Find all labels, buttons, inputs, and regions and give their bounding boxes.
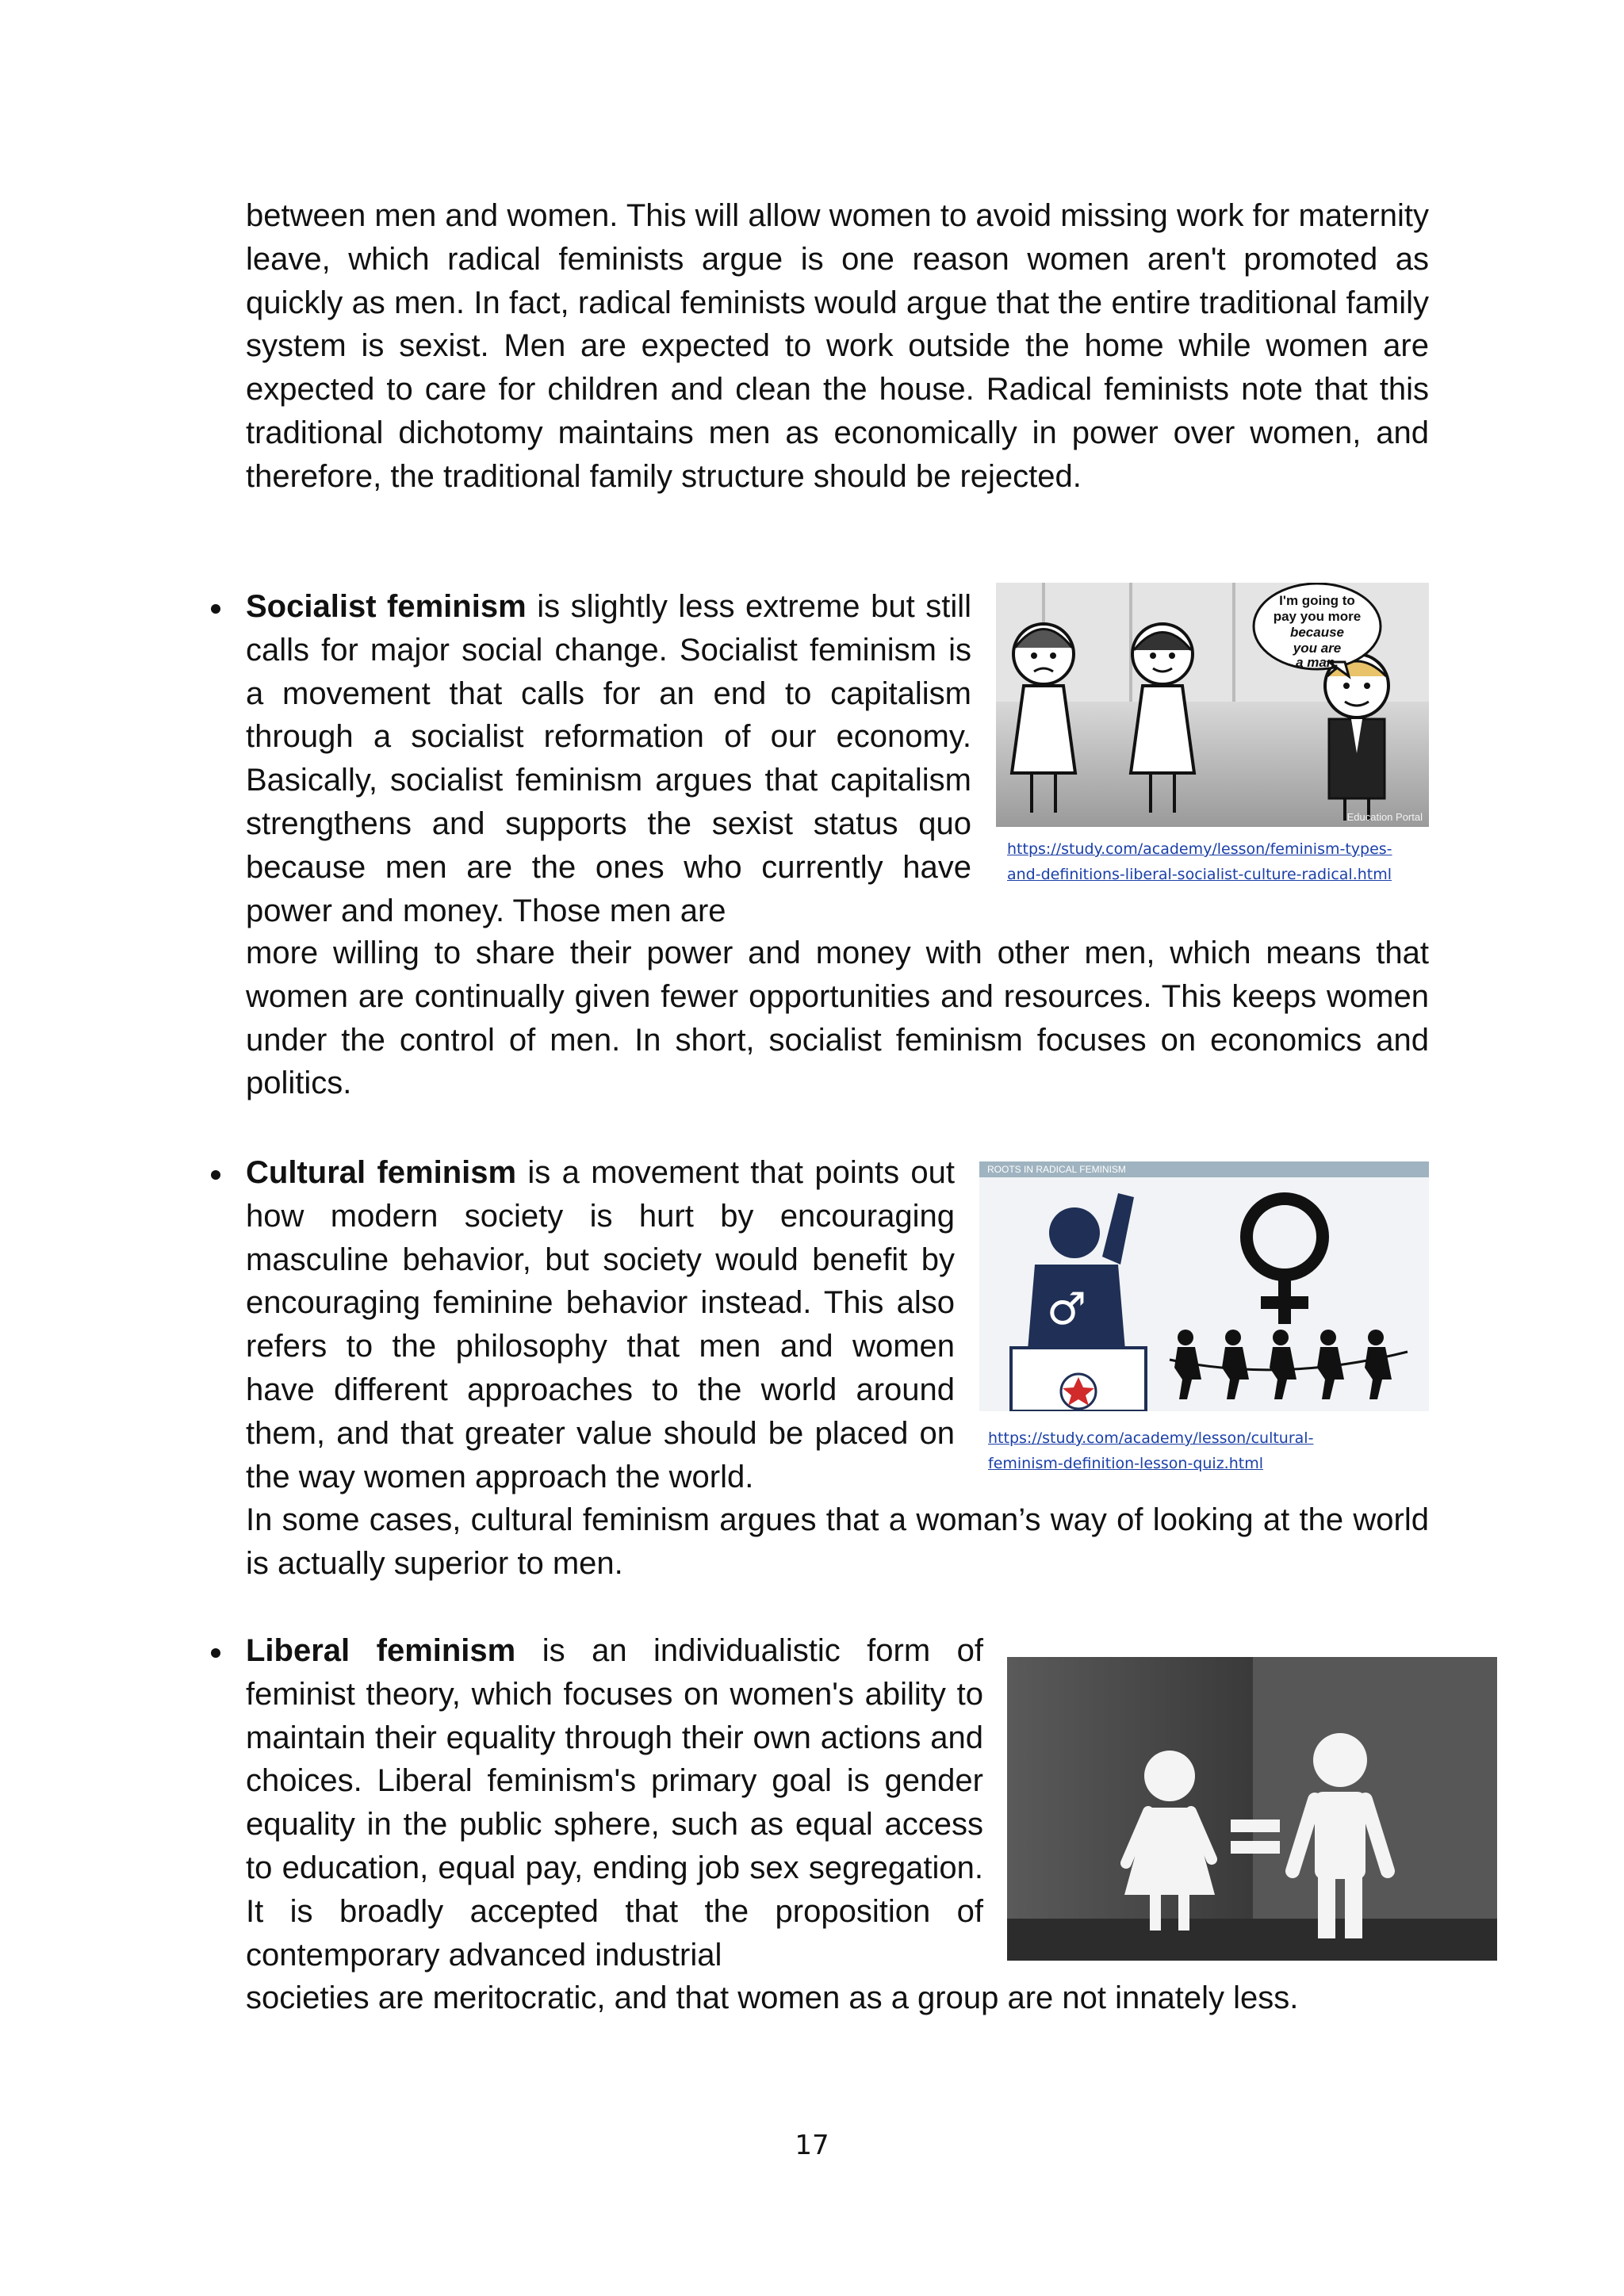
image-banner-text: ROOTS IN RADICAL FEMINISM [987, 1164, 1126, 1175]
socialist-feminism-cartoon-image [996, 583, 1429, 827]
liberal-feminism-equality-image [1007, 1657, 1497, 1961]
cultural-image-caption-link[interactable]: https://study.com/academy/lesson/cultural- feminism-definition-lesson-quiz.html [988, 1429, 1314, 1472]
liberal-feminism-continuation: societies are meritocratic, and that women as a group are not innately less. [246, 1980, 1299, 2015]
cultural-feminism-continuation: In some cases, cultural feminism argues that a woman’s way of looking at the world is actually superior to men. [246, 1502, 1429, 1581]
term-socialist-feminism: Socialist feminism [246, 589, 527, 624]
bullet-icon [211, 1648, 220, 1658]
cultural-feminism-paragraph [246, 1151, 955, 1498]
socialist-text-wrapped: is slightly less extreme but still calls for major social change. Socialist feminism is a movement that calls for an end to capitalism through a socialist reformation of our economy. Basically, socialist feminism argues that capitalism strengthens and supports the sexist status quo because men are the ones who currently have power and money. Those men are [246, 589, 971, 928]
svg-text:I'm going to: I'm going to [1279, 593, 1355, 608]
cultural-text-wrapped: is a movement that points out how modern society is hurt by encouraging masculine behavior, but society would benefit by encouraging feminine behavior instead. This also refers to the philosophy that men and women have different approaches to the world around them, and that greater value should be placed on the way women approach the world. [246, 1155, 955, 1494]
bullet-icon [211, 604, 220, 614]
cultural-feminism-image [979, 1161, 1429, 1411]
liberal-text-wrapped: is an individualistic form of feminist theory, which focuses on women's ability to maintain their equality through their own actions and choices. Liberal feminism's primary goal is gender equality in the public sphere, such as equal access to education, equal pay, ending job sex segregation. It is broadly accepted that the proposition of contemporary advanced industrial [246, 1633, 984, 1973]
bullet-icon [211, 1170, 220, 1180]
svg-text:pay you more: pay you more [1273, 609, 1362, 624]
svg-text:♂: ♂ [1046, 1284, 1087, 1335]
svg-text:you are: you are [1293, 641, 1342, 656]
svg-text:Education Portal: Education Portal [1346, 811, 1423, 823]
term-cultural-feminism: Cultural feminism [246, 1155, 517, 1190]
liberal-feminism-paragraph [246, 1629, 983, 1976]
page-number: 17 [795, 2130, 829, 2161]
svg-text:a man.: a man. [1296, 655, 1339, 670]
term-liberal-feminism: Liberal feminism [246, 1633, 516, 1668]
socialist-feminism-continuation: more willing to share their power and money with other men, which means that women are continually given fewer opportunities and resources. This keeps women under the control of men. In short, socialist feminism focuses on economics and politics. [246, 936, 1429, 1101]
socialist-feminism-paragraph [246, 585, 971, 932]
svg-text:because: because [1289, 625, 1345, 640]
intro-paragraph: between men and women. This will allow women to avoid missing work for maternity leave, which radical feminists argue is one reason women aren't promoted as quickly as men. In fact, radical feminists would argue that the entire traditional family system is sexist. Men are expected to work outside the home while women are expected to care for children and clean the house. Radical feminists note that this traditional dichotomy maintains men as economically in power over women, and therefore, the traditional family structure should be rejected. [246, 198, 1429, 494]
socialist-image-caption-link[interactable]: https://study.com/academy/lesson/feminism-types- and-definitions-liberal-socialist-culture-radical.html [1007, 840, 1392, 883]
